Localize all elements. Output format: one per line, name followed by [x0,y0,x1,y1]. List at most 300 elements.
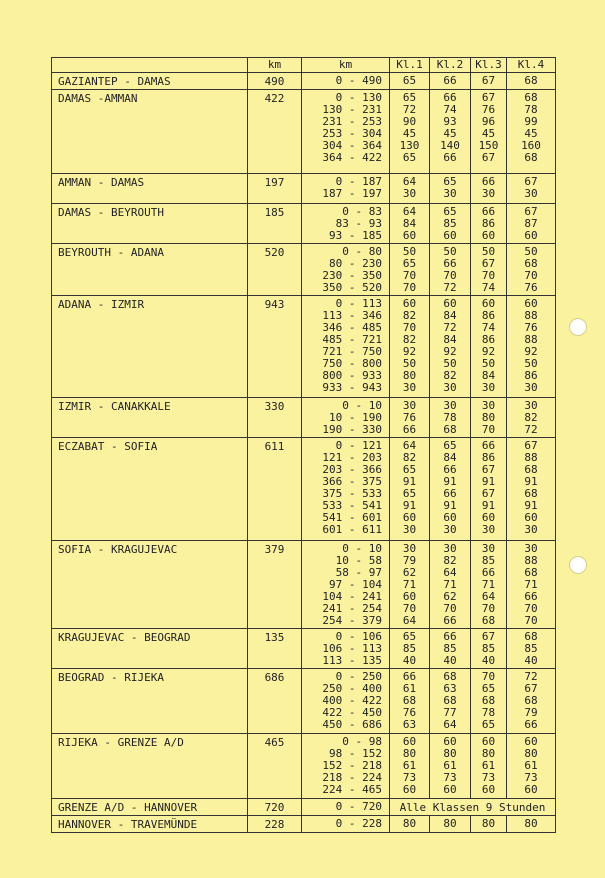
value-line: 91 [402,475,417,488]
value-line: 80 [524,817,538,830]
value-line: 106 - 113 [322,642,382,655]
value-line: 150 [478,139,499,152]
km-ranges [302,296,390,398]
route-row [52,438,556,541]
value-line: 66 [524,718,538,731]
value-line: 60 [443,511,457,524]
value-line: 45 [524,127,538,140]
value-line: 74 [443,103,457,116]
value-line: 0 - 130 [335,91,382,104]
value-line: 60 [443,735,457,748]
value-line: 86 [524,369,538,382]
class4-values [507,629,556,669]
value-line: 30 [402,381,417,394]
class2-values [430,734,471,799]
value-line: 68 [481,694,496,707]
class1-values [390,541,430,629]
class4-values [507,73,556,90]
value-line: 78 [443,411,457,424]
value-line: 40 [481,654,496,667]
value-line: 65 [481,682,496,695]
value-line: 93 [443,115,457,128]
value-line: 93 - 185 [329,229,382,242]
value-line: 45 [402,127,417,140]
class1-values [390,438,430,541]
value-line: 68 [443,670,457,683]
value-line: 60 [402,590,417,603]
value-line: 50 [402,245,417,258]
value-line: 67 [481,74,496,87]
value-line: 30 [524,187,538,200]
value-line: 85 [443,642,457,655]
value-line: 84 [402,217,417,230]
value-line: 67 [481,463,496,476]
value-line: 68 [524,566,538,579]
class3-values [471,174,507,204]
value-line: 80 [524,747,538,760]
value-line: 67 [524,205,538,218]
value-line: 68 [524,257,538,270]
value-line: 66 [443,487,457,500]
value-line: 230 - 350 [322,269,382,282]
value-line: 70 [443,602,457,615]
class2-values [430,398,471,438]
route-row [52,669,556,734]
value-line: 73 [443,771,457,784]
km-ranges [302,629,390,669]
route-name: KRAGUJEVAC - BEOGRAD [52,629,248,669]
value-line: 60 [481,229,496,242]
value-line: 70 [481,269,496,282]
value-line: 85 [402,642,417,655]
value-line: 66 [481,175,496,188]
value-line: 0 - 720 [335,800,382,813]
route-km: 490 [248,73,302,90]
value-line: 601 - 611 [322,523,382,536]
class1-values [390,629,430,669]
value-line: 60 [443,297,457,310]
value-line: 73 [402,771,417,784]
value-line: 70 [402,269,417,282]
value-line: 60 [481,297,496,310]
value-line: 80 [443,747,457,760]
km-ranges [302,816,390,833]
class2-values [430,73,471,90]
km-ranges [302,398,390,438]
route-name: DAMAS -AMMAN [52,90,248,174]
value-line: 64 [481,590,496,603]
value-line: 253 - 304 [322,127,382,140]
route-name: ECZABAT - SOFIA [52,438,248,541]
class3-header: Kl.3 [471,58,507,73]
value-line: 10 - 58 [335,554,382,567]
class2-header: Kl.2 [430,58,471,73]
value-line: 72 [443,321,457,334]
value-line: 84 [443,309,457,322]
class2-values [430,204,471,244]
class2-values [430,296,471,398]
value-line: 62 [443,590,457,603]
value-line: 68 [524,487,538,500]
class2-values [430,438,471,541]
value-line: 67 [481,487,496,500]
route-row [52,73,556,90]
km-ranges [302,244,390,296]
value-line: 66 [402,423,417,436]
class3-values [471,541,507,629]
class3-values [471,438,507,541]
value-line: 76 [524,281,538,294]
route-km: 330 [248,398,302,438]
value-line: 84 [481,369,496,382]
value-line: 91 [402,499,417,512]
value-line: 65 [402,463,417,476]
route-row [52,629,556,669]
value-line: 65 [402,74,417,87]
route-name: RIJEKA - GRENZE A/D [52,734,248,799]
value-line: 30 [524,381,538,394]
value-line: 366 - 375 [322,475,382,488]
value-line: 66 [443,74,457,87]
value-line: 0 - 83 [342,205,382,218]
route-name: AMMAN - DAMAS [52,174,248,204]
route-km: 228 [248,816,302,833]
route-name: ADANA - IZMIR [52,296,248,398]
value-line: 74 [481,321,496,334]
value-line: 77 [443,706,457,719]
value-line: 30 [443,399,457,412]
route-name: SOFIA - KRAGUJEVAC [52,541,248,629]
value-line: 0 - 113 [335,297,382,310]
value-line: 0 - 250 [335,670,382,683]
class4-values [507,244,556,296]
value-line: 70 [402,602,417,615]
class3-values [471,816,507,833]
value-line: 91 [481,499,496,512]
value-line: 400 - 422 [322,694,382,707]
value-line: 65 [481,718,496,731]
value-line: 88 [524,554,538,567]
class4-values [507,438,556,541]
value-line: 91 [524,499,538,512]
value-line: 933 - 943 [322,381,382,394]
value-line: 64 [443,718,457,731]
value-line: 60 [481,511,496,524]
value-line: 60 [524,229,538,242]
route-row [52,816,556,833]
value-line: 67 [524,682,538,695]
value-line: 130 [399,139,420,152]
value-line: 99 [524,115,538,128]
value-line: 70 [402,321,417,334]
value-line: 70 [524,269,538,282]
class4-values [507,204,556,244]
value-line: 85 [481,554,496,567]
value-line: 50 [443,357,457,370]
value-line: 78 [481,706,496,719]
route-km: 465 [248,734,302,799]
class1-values [390,296,430,398]
value-line: 60 [524,783,538,796]
class2-values [430,629,471,669]
punch-hole-bottom [569,556,587,574]
punch-hole-top [569,318,587,336]
value-line: 241 - 254 [322,602,382,615]
class4-values [507,174,556,204]
route-name: GAZIANTEP - DAMAS [52,73,248,90]
class2-values [430,244,471,296]
value-line: 50 [481,245,496,258]
route-name: BEYROUTH - ADANA [52,244,248,296]
value-line: 0 - 106 [335,630,382,643]
class4-header: Kl.4 [507,58,556,73]
value-line: 80 [481,747,496,760]
value-line: 67 [481,91,496,104]
value-line: 84 [443,333,457,346]
route-km: 422 [248,90,302,174]
route-row [52,204,556,244]
value-line: 254 - 379 [322,614,382,627]
value-line: 68 [524,91,538,104]
class1-values [390,669,430,734]
class-note: Alle Klassen 9 Stunden [390,799,556,816]
value-line: 68 [524,463,538,476]
value-line: 50 [481,357,496,370]
value-line: 65 [443,175,457,188]
route-row [52,90,556,174]
value-line: 60 [402,735,417,748]
value-line: 0 - 10 [342,542,382,555]
value-line: 66 [481,566,496,579]
value-line: 76 [481,103,496,116]
value-line: 40 [524,654,538,667]
value-line: 83 - 93 [335,217,382,230]
value-line: 60 [402,511,417,524]
value-line: 62 [402,566,417,579]
value-line: 86 [481,333,496,346]
value-line: 422 - 450 [322,706,382,719]
value-line: 140 [440,139,460,152]
route-row [52,541,556,629]
value-line: 76 [402,706,417,719]
value-line: 60 [402,229,417,242]
class4-values [507,296,556,398]
route-km: 720 [248,799,302,816]
class3-values [471,629,507,669]
class4-values [507,541,556,629]
value-line: 30 [402,542,417,555]
value-line: 74 [481,281,496,294]
value-line: 88 [524,333,538,346]
value-line: 79 [524,706,538,719]
route-km: 197 [248,174,302,204]
class4-values [507,816,556,833]
value-line: 73 [481,771,496,784]
value-line: 346 - 485 [322,321,382,334]
route-name: BEOGRAD - RIJEKA [52,669,248,734]
route-km: 379 [248,541,302,629]
value-line: 80 [481,411,496,424]
value-line: 71 [524,578,538,591]
value-line: 86 [481,217,496,230]
value-line: 80 [443,817,457,830]
value-line: 61 [443,759,457,772]
value-line: 30 [402,523,417,536]
value-line: 60 [443,783,457,796]
value-line: 76 [524,321,538,334]
class2-values [430,669,471,734]
route-name: HANNOVER - TRAVEMÜNDE [52,816,248,833]
value-line: 68 [524,74,538,87]
value-line: 70 [524,614,538,627]
class3-values [471,734,507,799]
value-line: 30 [443,381,457,394]
value-line: 50 [443,245,457,258]
value-line: 80 [402,817,417,830]
value-line: 67 [481,151,496,164]
value-line: 64 [402,439,417,452]
route-km: 185 [248,204,302,244]
route-row [52,799,556,816]
value-line: 190 - 330 [322,423,382,436]
route-km: 943 [248,296,302,398]
value-line: 91 [481,475,496,488]
value-line: 66 [443,614,457,627]
value-line: 85 [443,217,457,230]
value-line: 30 [481,399,496,412]
value-line: 67 [524,439,538,452]
value-line: 70 [481,602,496,615]
value-line: 70 [481,423,496,436]
value-line: 0 - 228 [335,817,382,830]
class2-values [430,174,471,204]
value-line: 30 [524,399,538,412]
value-line: 71 [443,578,457,591]
value-line: 72 [524,670,538,683]
value-line: 231 - 253 [322,115,382,128]
value-line: 60 [524,511,538,524]
route-row [52,296,556,398]
class3-values [471,73,507,90]
value-line: 250 - 400 [322,682,382,695]
value-line: 113 - 346 [322,309,382,322]
value-line: 82 [443,369,457,382]
value-line: 61 [481,759,496,772]
class3-values [471,296,507,398]
value-line: 30 [443,542,457,555]
value-line: 65 [402,91,417,104]
value-line: 76 [402,411,417,424]
value-line: 65 [402,257,417,270]
value-line: 187 - 197 [322,187,382,200]
km-ranges [302,204,390,244]
value-line: 92 [443,345,457,358]
value-line: 80 - 230 [329,257,382,270]
value-line: 80 [402,747,417,760]
route-km: 686 [248,669,302,734]
class2-values [430,541,471,629]
value-line: 60 [402,783,417,796]
value-line: 64 [402,205,417,218]
value-line: 82 [443,554,457,567]
route-km: 135 [248,629,302,669]
value-line: 450 - 686 [322,718,382,731]
value-line: 30 [481,187,496,200]
value-line: 60 [524,297,538,310]
value-line: 68 [443,423,457,436]
value-line: 96 [481,115,496,128]
value-line: 64 [402,614,417,627]
class2-values [430,90,471,174]
value-line: 375 - 533 [322,487,382,500]
value-line: 0 - 121 [335,439,382,452]
value-line: 82 [402,309,417,322]
value-line: 68 [524,694,538,707]
route-name: DAMAS - BEYROUTH [52,204,248,244]
value-line: 30 [524,542,538,555]
value-line: 67 [524,175,538,188]
value-line: 30 [402,399,417,412]
km-ranges [302,799,390,816]
value-line: 97 - 104 [329,578,382,591]
class4-values [507,734,556,799]
km-range-header: km [302,58,390,73]
value-line: 64 [402,175,417,188]
route-row [52,244,556,296]
value-line: 66 [481,205,496,218]
value-line: 88 [524,451,538,464]
value-line: 92 [524,345,538,358]
value-line: 60 [481,783,496,796]
value-line: 160 [521,139,541,152]
value-line: 60 [402,297,417,310]
value-line: 70 [402,281,417,294]
value-line: 66 [443,257,457,270]
class1-values [390,398,430,438]
km-ranges [302,174,390,204]
value-line: 64 [443,566,457,579]
class3-values [471,244,507,296]
value-line: 30 [443,523,457,536]
value-line: 87 [524,217,538,230]
value-line: 60 [481,735,496,748]
value-line: 70 [481,670,496,683]
value-line: 70 [524,602,538,615]
class1-values [390,204,430,244]
value-line: 218 - 224 [322,771,382,784]
value-line: 0 - 80 [342,245,382,258]
value-line: 68 [481,614,496,627]
value-line: 71 [481,578,496,591]
value-line: 40 [443,654,457,667]
value-line: 541 - 601 [322,511,382,524]
value-line: 30 [402,187,417,200]
value-line: 85 [524,642,538,655]
value-line: 91 [524,475,538,488]
class1-values [390,816,430,833]
value-line: 350 - 520 [322,281,382,294]
class4-values [507,90,556,174]
value-line: 67 [481,257,496,270]
value-line: 40 [402,654,417,667]
value-line: 0 - 490 [335,74,382,87]
value-line: 71 [402,578,417,591]
km-header: km [248,58,302,73]
header-row [52,58,556,73]
class4-values [507,398,556,438]
class3-values [471,204,507,244]
value-line: 67 [481,630,496,643]
